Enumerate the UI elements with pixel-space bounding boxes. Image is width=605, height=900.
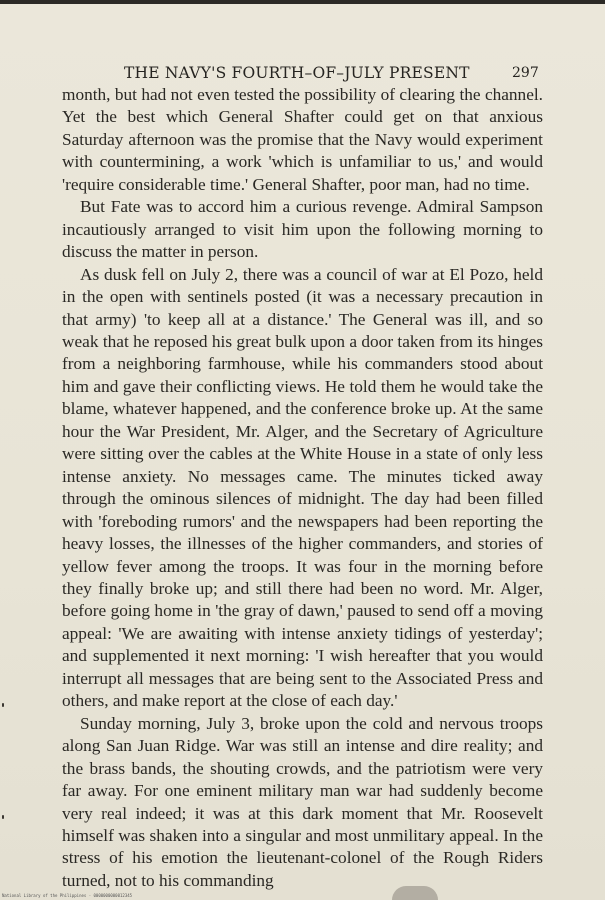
margin-speck (2, 703, 4, 707)
body-text (62, 84, 543, 892)
running-title: THE NAVY'S FOURTH–OF–JULY PRESENT (124, 64, 470, 82)
margin-speck (2, 815, 4, 819)
paragraph-continuation: month, but had not even tested the possibility of clearing the channel. Yet the best which General Shafter could get on that anxious Saturday afternoon was the promise that the Navy would experiment with countermining, a work 'which is unfamiliar to us,' and would 'require considerable time.' General Shafter, poor man, had no time. (62, 85, 543, 194)
paragraph-council-of-war: As dusk fell on July 2, there was a council of war at El Pozo, held in the open with sentinels posted (it was a necessary precaution in that army) 'to keep all at a distance.' The General was ill, and so weak that he reposed his great bulk upon a door taken from its hinges from a neighboring farmhouse, while his commanders stood about him and gave their conflicting views. He told them he would take the blame, whatever happened, and the conference broke up. At the same hour the War President, Mr. Alger, and the Secretary of Agriculture were sitting over the cables at the White House in a state of only less intense anxiety. No messages came. The minutes ticked away through the ominous silences of midnight. The day had been filled with 'foreboding rumors' and the newspapers had been reporting the heavy losses, the illnesses of the higher commanders, and stories of yellow fever among the troops. It was four in the morning before they finally broke up; and still there had been no word. Mr. Alger, before going home in 'the gray of dawn,' paused to send off a moving appeal: 'We are awaiting with intense anxiety tidings of yesterday'; and supplemented it next morning: 'I wish hereafter that you would interrupt all messages that are being sent to the Associated Press and others, and make report at the close of each day.' (62, 264, 543, 711)
digitization-stamp: National Library of the Philippines · 0000000000012345 (2, 893, 133, 898)
paragraph-fate-revenge: But Fate was to accord him a curious revenge. Admiral Sampson incautiously arranged to visit him upon the following morning to discuss the matter in person. (62, 197, 543, 262)
page-header (0, 64, 605, 84)
paragraph-sunday-morning: Sunday morning, July 3, broke upon the cold and nervous troops along San Juan Ridge. War was still an intense and dire reality; and the brass bands, the shouting crowds, and the patriotism were very far away. For one eminent military man war had suddenly become very real indeed; it was at this dark moment that Mr. Roosevelt himself was shaken into a singular and most unmilitary appeal. In the stress of his emotion the lieutenant-colonel of the Rough Riders turned, not to his commanding (62, 713, 543, 890)
scan-smudge (392, 886, 438, 900)
page-number: 297 (512, 65, 539, 81)
